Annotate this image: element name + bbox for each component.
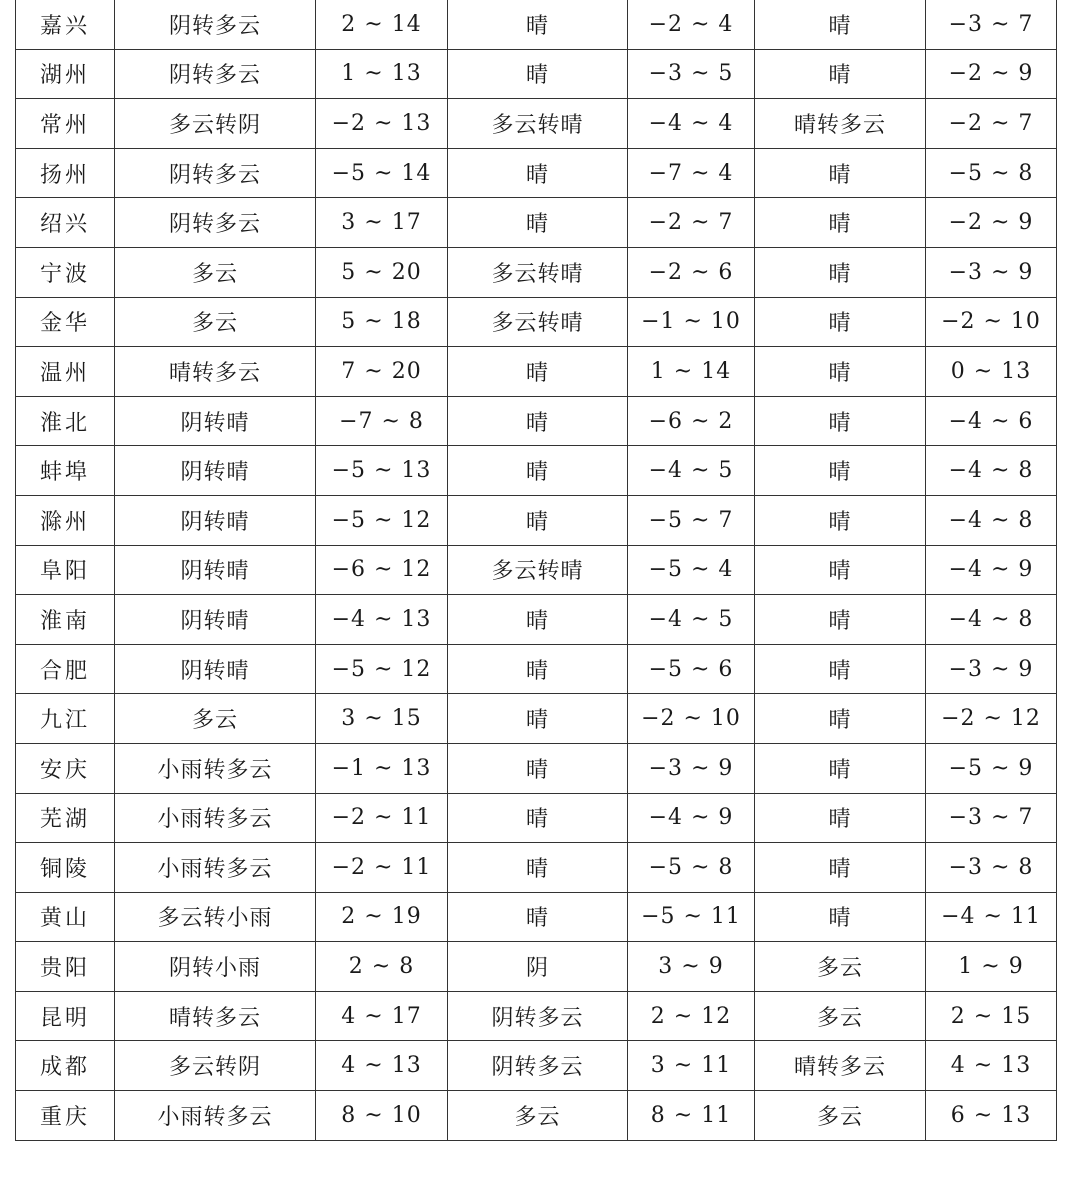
- day3-temp-cell: −3 ~ 7: [926, 0, 1057, 49]
- day2-temp-cell: −7 ~ 4: [628, 148, 755, 198]
- day2-temp-cell: −5 ~ 4: [628, 545, 755, 595]
- city-cell: 九江: [16, 694, 115, 744]
- day1-temp-cell: −2 ~ 13: [316, 99, 448, 149]
- day1-weather-cell: 阴转晴: [115, 644, 316, 694]
- day1-weather-cell: 阴转晴: [115, 545, 316, 595]
- day1-weather-cell: 小雨转多云: [115, 1091, 316, 1141]
- day3-temp-cell: −4 ~ 8: [926, 446, 1057, 496]
- city-cell: 安庆: [16, 743, 115, 793]
- day1-temp-cell: 4 ~ 17: [316, 991, 448, 1041]
- day2-weather-cell: 多云转晴: [448, 99, 628, 149]
- day1-weather-cell: 多云转阴: [115, 99, 316, 149]
- city-cell: 铜陵: [16, 843, 115, 893]
- day2-temp-cell: −2 ~ 10: [628, 694, 755, 744]
- day3-weather-cell: 晴: [755, 446, 926, 496]
- day3-weather-cell: 多云: [755, 1091, 926, 1141]
- day2-temp-cell: 1 ~ 14: [628, 347, 755, 397]
- day1-temp-cell: −6 ~ 12: [316, 545, 448, 595]
- day1-weather-cell: 小雨转多云: [115, 843, 316, 893]
- day3-temp-cell: −4 ~ 8: [926, 495, 1057, 545]
- day2-weather-cell: 晴: [448, 396, 628, 446]
- city-cell: 成都: [16, 1041, 115, 1091]
- day3-weather-cell: 晴: [755, 892, 926, 942]
- city-cell: 贵阳: [16, 942, 115, 992]
- day1-temp-cell: −5 ~ 12: [316, 495, 448, 545]
- day3-temp-cell: −5 ~ 9: [926, 743, 1057, 793]
- table-row: [16, 495, 1057, 545]
- day2-weather-cell: 晴: [448, 793, 628, 843]
- city-cell: 常州: [16, 99, 115, 149]
- day2-weather-cell: 晴: [448, 644, 628, 694]
- day3-weather-cell: 晴: [755, 644, 926, 694]
- day2-weather-cell: 多云转晴: [448, 545, 628, 595]
- table-row: [16, 694, 1057, 744]
- city-cell: 蚌埠: [16, 446, 115, 496]
- day3-temp-cell: 0 ~ 13: [926, 347, 1057, 397]
- day3-temp-cell: −2 ~ 12: [926, 694, 1057, 744]
- day1-weather-cell: 阴转晴: [115, 495, 316, 545]
- day1-temp-cell: −2 ~ 11: [316, 793, 448, 843]
- day1-weather-cell: 阴转多云: [115, 0, 316, 49]
- day2-weather-cell: 晴: [448, 446, 628, 496]
- day2-temp-cell: −4 ~ 4: [628, 99, 755, 149]
- day1-temp-cell: 8 ~ 10: [316, 1091, 448, 1141]
- day1-temp-cell: 2 ~ 19: [316, 892, 448, 942]
- day1-temp-cell: 2 ~ 14: [316, 0, 448, 49]
- day2-weather-cell: 晴: [448, 347, 628, 397]
- day2-weather-cell: 多云转晴: [448, 247, 628, 297]
- day3-temp-cell: −2 ~ 7: [926, 99, 1057, 149]
- day2-weather-cell: 多云: [448, 1091, 628, 1141]
- day3-weather-cell: 晴: [755, 793, 926, 843]
- table-row: [16, 247, 1057, 297]
- day1-temp-cell: 2 ~ 8: [316, 942, 448, 992]
- day2-weather-cell: 多云转晴: [448, 297, 628, 347]
- day2-temp-cell: −4 ~ 9: [628, 793, 755, 843]
- day2-temp-cell: −3 ~ 9: [628, 743, 755, 793]
- city-cell: 扬州: [16, 148, 115, 198]
- day3-temp-cell: −4 ~ 11: [926, 892, 1057, 942]
- day2-weather-cell: 阴转多云: [448, 1041, 628, 1091]
- day1-weather-cell: 阴转小雨: [115, 942, 316, 992]
- day1-weather-cell: 多云: [115, 297, 316, 347]
- table-row: [16, 991, 1057, 1041]
- city-cell: 宁波: [16, 247, 115, 297]
- day3-temp-cell: −4 ~ 6: [926, 396, 1057, 446]
- day2-weather-cell: 晴: [448, 694, 628, 744]
- day1-temp-cell: 3 ~ 15: [316, 694, 448, 744]
- day3-temp-cell: −4 ~ 9: [926, 545, 1057, 595]
- day1-weather-cell: 晴转多云: [115, 991, 316, 1041]
- table-row: [16, 148, 1057, 198]
- day2-temp-cell: −5 ~ 8: [628, 843, 755, 893]
- day3-weather-cell: 晴: [755, 545, 926, 595]
- day1-temp-cell: −5 ~ 12: [316, 644, 448, 694]
- table-row: [16, 49, 1057, 99]
- table-row: [16, 198, 1057, 248]
- day3-weather-cell: 晴: [755, 843, 926, 893]
- day2-weather-cell: 晴: [448, 843, 628, 893]
- day2-temp-cell: −3 ~ 5: [628, 49, 755, 99]
- day1-temp-cell: 5 ~ 20: [316, 247, 448, 297]
- day1-temp-cell: 1 ~ 13: [316, 49, 448, 99]
- table-row: [16, 793, 1057, 843]
- day1-weather-cell: 多云: [115, 694, 316, 744]
- table-row: [16, 644, 1057, 694]
- table-row: [16, 892, 1057, 942]
- day3-temp-cell: 2 ~ 15: [926, 991, 1057, 1041]
- day2-temp-cell: −5 ~ 11: [628, 892, 755, 942]
- day3-weather-cell: 晴: [755, 694, 926, 744]
- day3-weather-cell: 晴转多云: [755, 99, 926, 149]
- day3-temp-cell: 4 ~ 13: [926, 1041, 1057, 1091]
- day1-weather-cell: 晴转多云: [115, 347, 316, 397]
- day2-weather-cell: 晴: [448, 198, 628, 248]
- day3-weather-cell: 多云: [755, 991, 926, 1041]
- day3-temp-cell: −3 ~ 9: [926, 247, 1057, 297]
- table-row: [16, 396, 1057, 446]
- city-cell: 合肥: [16, 644, 115, 694]
- day1-weather-cell: 多云转阴: [115, 1041, 316, 1091]
- day3-weather-cell: 晴: [755, 396, 926, 446]
- forecast-table: [15, 0, 1057, 1141]
- day2-temp-cell: −6 ~ 2: [628, 396, 755, 446]
- table-row: [16, 595, 1057, 645]
- day3-weather-cell: 晴转多云: [755, 1041, 926, 1091]
- day3-weather-cell: 晴: [755, 297, 926, 347]
- day1-temp-cell: −7 ~ 8: [316, 396, 448, 446]
- day3-temp-cell: 1 ~ 9: [926, 942, 1057, 992]
- day1-weather-cell: 小雨转多云: [115, 793, 316, 843]
- day2-temp-cell: −2 ~ 7: [628, 198, 755, 248]
- day1-temp-cell: 3 ~ 17: [316, 198, 448, 248]
- city-cell: 淮北: [16, 396, 115, 446]
- day1-weather-cell: 阴转晴: [115, 446, 316, 496]
- city-cell: 湖州: [16, 49, 115, 99]
- table-row: [16, 347, 1057, 397]
- day3-temp-cell: −3 ~ 8: [926, 843, 1057, 893]
- day3-weather-cell: 晴: [755, 198, 926, 248]
- day1-weather-cell: 阴转多云: [115, 198, 316, 248]
- day2-temp-cell: −1 ~ 10: [628, 297, 755, 347]
- day3-temp-cell: −2 ~ 9: [926, 49, 1057, 99]
- day1-weather-cell: 多云: [115, 247, 316, 297]
- day2-weather-cell: 晴: [448, 743, 628, 793]
- day3-temp-cell: −3 ~ 9: [926, 644, 1057, 694]
- table-row: [16, 0, 1057, 49]
- day1-temp-cell: −4 ~ 13: [316, 595, 448, 645]
- day2-temp-cell: 8 ~ 11: [628, 1091, 755, 1141]
- table-row: [16, 942, 1057, 992]
- table-row: [16, 99, 1057, 149]
- day2-temp-cell: −4 ~ 5: [628, 595, 755, 645]
- city-cell: 淮南: [16, 595, 115, 645]
- city-cell: 嘉兴: [16, 0, 115, 49]
- table-row: [16, 1091, 1057, 1141]
- day3-temp-cell: −5 ~ 8: [926, 148, 1057, 198]
- day1-weather-cell: 阴转晴: [115, 396, 316, 446]
- day3-weather-cell: 多云: [755, 942, 926, 992]
- city-cell: 黄山: [16, 892, 115, 942]
- day1-temp-cell: 4 ~ 13: [316, 1041, 448, 1091]
- day3-weather-cell: 晴: [755, 495, 926, 545]
- table-row: [16, 446, 1057, 496]
- forecast-table-container: [15, 0, 1056, 1141]
- day3-temp-cell: −2 ~ 9: [926, 198, 1057, 248]
- day3-weather-cell: 晴: [755, 595, 926, 645]
- day1-temp-cell: 7 ~ 20: [316, 347, 448, 397]
- table-row: [16, 1041, 1057, 1091]
- day2-weather-cell: 晴: [448, 495, 628, 545]
- day1-weather-cell: 多云转小雨: [115, 892, 316, 942]
- day1-temp-cell: −5 ~ 13: [316, 446, 448, 496]
- table-row: [16, 297, 1057, 347]
- day3-weather-cell: 晴: [755, 743, 926, 793]
- day3-weather-cell: 晴: [755, 247, 926, 297]
- city-cell: 阜阳: [16, 545, 115, 595]
- day1-temp-cell: −1 ~ 13: [316, 743, 448, 793]
- day2-temp-cell: −2 ~ 4: [628, 0, 755, 49]
- day2-weather-cell: 晴: [448, 595, 628, 645]
- day2-temp-cell: 2 ~ 12: [628, 991, 755, 1041]
- day2-weather-cell: 晴: [448, 892, 628, 942]
- day2-weather-cell: 晴: [448, 148, 628, 198]
- city-cell: 金华: [16, 297, 115, 347]
- day2-weather-cell: 晴: [448, 0, 628, 49]
- day3-weather-cell: 晴: [755, 49, 926, 99]
- day3-weather-cell: 晴: [755, 148, 926, 198]
- day3-temp-cell: −2 ~ 10: [926, 297, 1057, 347]
- day1-temp-cell: −2 ~ 11: [316, 843, 448, 893]
- day3-temp-cell: 6 ~ 13: [926, 1091, 1057, 1141]
- day3-temp-cell: −3 ~ 7: [926, 793, 1057, 843]
- day3-weather-cell: 晴: [755, 347, 926, 397]
- day1-weather-cell: 阴转多云: [115, 49, 316, 99]
- day1-weather-cell: 阴转晴: [115, 595, 316, 645]
- table-row: [16, 843, 1057, 893]
- day2-temp-cell: −5 ~ 7: [628, 495, 755, 545]
- day2-temp-cell: 3 ~ 11: [628, 1041, 755, 1091]
- day2-temp-cell: −5 ~ 6: [628, 644, 755, 694]
- day2-weather-cell: 阴: [448, 942, 628, 992]
- day3-weather-cell: 晴: [755, 0, 926, 49]
- day3-temp-cell: −4 ~ 8: [926, 595, 1057, 645]
- day1-temp-cell: −5 ~ 14: [316, 148, 448, 198]
- day2-weather-cell: 晴: [448, 49, 628, 99]
- city-cell: 滁州: [16, 495, 115, 545]
- city-cell: 昆明: [16, 991, 115, 1041]
- day1-weather-cell: 阴转多云: [115, 148, 316, 198]
- day2-temp-cell: 3 ~ 9: [628, 942, 755, 992]
- table-row: [16, 743, 1057, 793]
- forecast-table-body: [16, 0, 1057, 1140]
- city-cell: 芜湖: [16, 793, 115, 843]
- city-cell: 重庆: [16, 1091, 115, 1141]
- day1-weather-cell: 小雨转多云: [115, 743, 316, 793]
- city-cell: 温州: [16, 347, 115, 397]
- city-cell: 绍兴: [16, 198, 115, 248]
- day2-weather-cell: 阴转多云: [448, 991, 628, 1041]
- day1-temp-cell: 5 ~ 18: [316, 297, 448, 347]
- day2-temp-cell: −2 ~ 6: [628, 247, 755, 297]
- day2-temp-cell: −4 ~ 5: [628, 446, 755, 496]
- table-row: [16, 545, 1057, 595]
